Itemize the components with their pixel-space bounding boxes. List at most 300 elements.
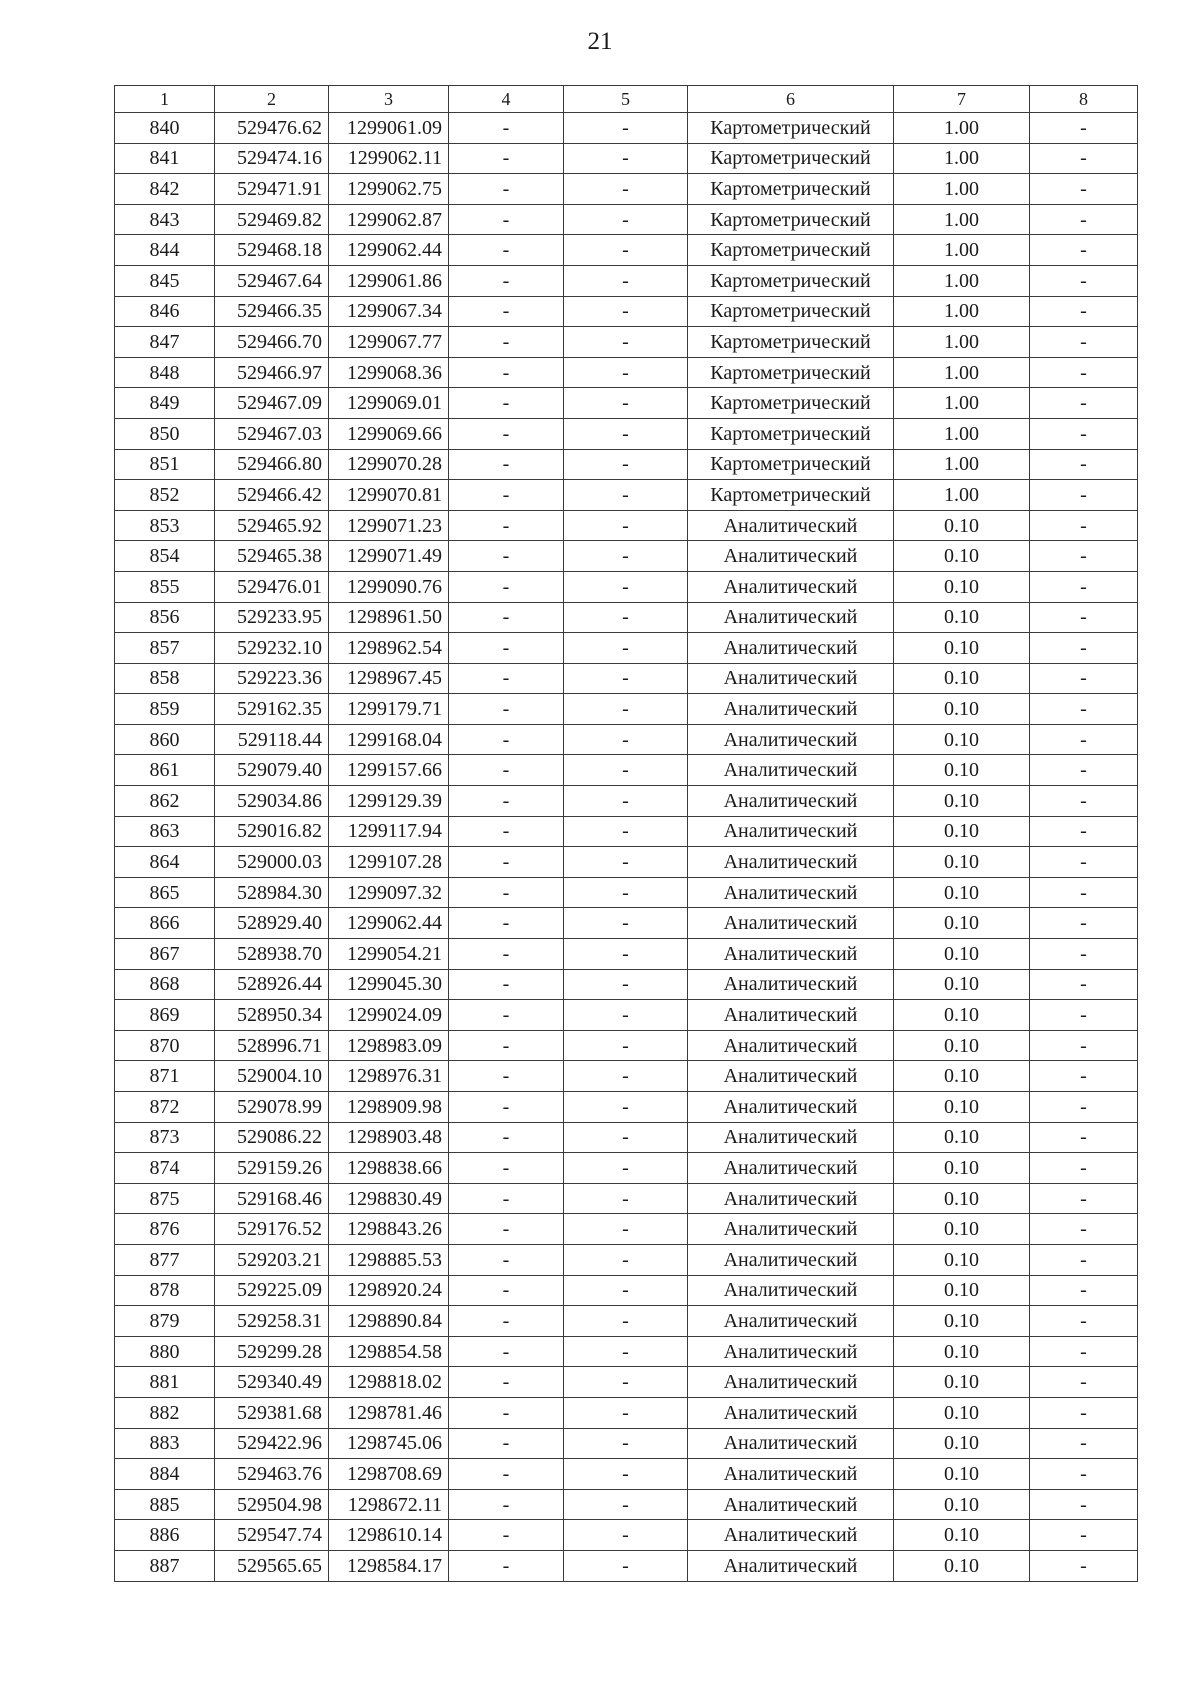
table-cell: 0.10 [894,1183,1030,1214]
table-row [115,1244,1138,1275]
table-cell: 529476.01 [215,571,329,602]
table-cell: 529232.10 [215,633,329,664]
table-cell: 880 [115,1336,215,1367]
table-row [115,1428,1138,1459]
table-cell: 529565.65 [215,1550,329,1581]
table-cell: - [449,1153,564,1184]
table-cell: 529504.98 [215,1489,329,1520]
table-cell: - [564,510,688,541]
table-cell: Аналитический [688,1336,894,1367]
table-row [115,908,1138,939]
table-cell: - [449,541,564,572]
table-cell: - [449,113,564,144]
table-cell: 1299062.75 [329,174,449,205]
table-cell: - [564,113,688,144]
table-cell: - [1030,1397,1138,1428]
table-cell: 854 [115,541,215,572]
table-cell: - [1030,1244,1138,1275]
table-cell: - [449,816,564,847]
table-cell: - [449,418,564,449]
table-cell: 846 [115,296,215,327]
table-cell: 1299062.11 [329,143,449,174]
table-cell: - [1030,1336,1138,1367]
table-cell: 1299168.04 [329,724,449,755]
table-cell: 886 [115,1520,215,1551]
table-cell: - [449,847,564,878]
table-cell: 0.10 [894,877,1030,908]
table-cell: - [1030,235,1138,266]
table-cell: 1299157.66 [329,755,449,786]
table-cell: 1298962.54 [329,633,449,664]
table-cell: - [564,1061,688,1092]
table-cell: 1.00 [894,418,1030,449]
table-cell: - [449,1336,564,1367]
table-cell: - [564,602,688,633]
table-cell: 1299071.49 [329,541,449,572]
table-cell: 1.00 [894,235,1030,266]
table-cell: - [1030,113,1138,144]
table-cell: - [1030,388,1138,419]
table-cell: 529466.97 [215,357,329,388]
table-cell: - [1030,816,1138,847]
table-cell: - [1030,724,1138,755]
table-cell: Аналитический [688,755,894,786]
table-cell: - [564,541,688,572]
table-cell: - [449,510,564,541]
table-cell: Аналитический [688,1183,894,1214]
table-row [115,388,1138,419]
table-cell: 885 [115,1489,215,1520]
table-cell: - [1030,449,1138,480]
table-cell: - [564,1214,688,1245]
table-cell: Аналитический [688,1306,894,1337]
table-cell: - [1030,663,1138,694]
table-cell: - [449,388,564,419]
column-header: 6 [688,86,894,113]
table-cell: 1299045.30 [329,969,449,1000]
table-cell: - [449,235,564,266]
table-cell: - [1030,694,1138,725]
table-cell: 1299062.87 [329,204,449,235]
table-cell: - [1030,571,1138,602]
table-cell: 529016.82 [215,816,329,847]
table-cell: 529203.21 [215,1244,329,1275]
table-cell: - [1030,265,1138,296]
table-cell: - [564,1550,688,1581]
table-cell: - [1030,939,1138,970]
table-cell: - [564,969,688,1000]
table-cell: - [1030,1520,1138,1551]
table-cell: 0.10 [894,602,1030,633]
table-cell: 529004.10 [215,1061,329,1092]
table-cell: Картометрический [688,143,894,174]
table-body [115,113,1138,1582]
table-cell: 845 [115,265,215,296]
table-cell: Аналитический [688,1489,894,1520]
table-cell: Аналитический [688,969,894,1000]
table-cell: 874 [115,1153,215,1184]
table-cell: 1299117.94 [329,816,449,847]
table-cell: 864 [115,847,215,878]
table-cell: - [564,1336,688,1367]
table-cell: - [1030,1428,1138,1459]
table-row [115,1153,1138,1184]
table-cell: 1298890.84 [329,1306,449,1337]
table-row [115,1092,1138,1123]
table-cell: - [564,1520,688,1551]
table-cell: Аналитический [688,1061,894,1092]
table-cell: 528996.71 [215,1030,329,1061]
table-cell: 1298961.50 [329,602,449,633]
table-cell: - [564,1030,688,1061]
table-cell: 850 [115,418,215,449]
table-cell: Аналитический [688,663,894,694]
table-cell: - [449,939,564,970]
table-cell: 1299129.39 [329,786,449,817]
table-cell: 873 [115,1122,215,1153]
table-cell: - [564,908,688,939]
table-cell: 0.10 [894,969,1030,1000]
table-cell: 528950.34 [215,1000,329,1031]
table-row [115,877,1138,908]
table-cell: 857 [115,633,215,664]
table-cell: Картометрический [688,296,894,327]
table-cell: 529176.52 [215,1214,329,1245]
table-row [115,1214,1138,1245]
table-cell: Аналитический [688,1122,894,1153]
table-row [115,724,1138,755]
column-header: 7 [894,86,1030,113]
table-cell: 859 [115,694,215,725]
table-cell: 1299090.76 [329,571,449,602]
table-cell: 1298584.17 [329,1550,449,1581]
table-cell: - [564,1092,688,1123]
table-cell: 876 [115,1214,215,1245]
column-header: 4 [449,86,564,113]
table-cell: 881 [115,1367,215,1398]
table-cell: - [564,1306,688,1337]
table-row [115,204,1138,235]
table-cell: Картометрический [688,449,894,480]
table-row [115,1459,1138,1490]
table-cell: 0.10 [894,1214,1030,1245]
table-cell: Аналитический [688,1550,894,1581]
table-cell: 0.10 [894,724,1030,755]
table-cell: 1.00 [894,174,1030,205]
table-row [115,602,1138,633]
header-row [115,86,1138,113]
table-cell: Картометрический [688,480,894,511]
table-row [115,663,1138,694]
table-cell: - [1030,1000,1138,1031]
table-cell: 868 [115,969,215,1000]
table-cell: 1298781.46 [329,1397,449,1428]
table-cell: 0.10 [894,1153,1030,1184]
table-cell: 1298976.31 [329,1061,449,1092]
table-cell: 529299.28 [215,1336,329,1367]
table-cell: 1298745.06 [329,1428,449,1459]
table-cell: 840 [115,113,215,144]
table-cell: - [564,1459,688,1490]
table-cell: - [1030,357,1138,388]
table-cell: 1298920.24 [329,1275,449,1306]
table-cell: 0.10 [894,1061,1030,1092]
table-cell: 843 [115,204,215,235]
table-cell: - [449,1030,564,1061]
table-cell: 1298983.09 [329,1030,449,1061]
table-row [115,113,1138,144]
table-row [115,1061,1138,1092]
table-cell: - [1030,633,1138,664]
table-cell: - [449,633,564,664]
table-cell: 0.10 [894,1459,1030,1490]
table-cell: - [564,204,688,235]
table-row [115,847,1138,878]
table-cell: - [449,1092,564,1123]
table-cell: 878 [115,1275,215,1306]
table-cell: - [449,449,564,480]
coordinates-table [114,85,1138,1582]
table-cell: - [564,663,688,694]
table-cell: Картометрический [688,204,894,235]
table-cell: Картометрический [688,357,894,388]
table-cell: - [564,571,688,602]
table-cell: - [564,357,688,388]
table-cell: - [1030,1367,1138,1398]
table-cell: - [449,296,564,327]
table-cell: - [449,786,564,817]
table-cell: - [449,877,564,908]
table-cell: Аналитический [688,1520,894,1551]
table-cell: - [1030,1214,1138,1245]
table-cell: Картометрический [688,235,894,266]
table-cell: - [1030,510,1138,541]
table-cell: 1299062.44 [329,235,449,266]
table-cell: 1298843.26 [329,1214,449,1245]
table-cell: 856 [115,602,215,633]
table-cell: - [564,1489,688,1520]
table-row [115,816,1138,847]
table-cell: Картометрический [688,418,894,449]
table-cell: 1.00 [894,113,1030,144]
table-cell: 1299107.28 [329,847,449,878]
table-cell: - [449,755,564,786]
table-cell: - [564,480,688,511]
table-cell: 529466.80 [215,449,329,480]
table-cell: 1299097.32 [329,877,449,908]
table-cell: 528926.44 [215,969,329,1000]
table-cell: - [1030,1489,1138,1520]
table-cell: - [1030,1092,1138,1123]
table-cell: 1298818.02 [329,1367,449,1398]
table-cell: 0.10 [894,786,1030,817]
table-cell: 0.10 [894,663,1030,694]
table-cell: 848 [115,357,215,388]
table-cell: 1299069.01 [329,388,449,419]
table-cell: - [564,1000,688,1031]
table-cell: 1298967.45 [329,663,449,694]
table-cell: 529468.18 [215,235,329,266]
table-cell: Аналитический [688,1092,894,1123]
table-cell: - [564,1275,688,1306]
table-cell: - [449,1122,564,1153]
table-cell: 887 [115,1550,215,1581]
table-cell: - [564,235,688,266]
table-cell: 841 [115,143,215,174]
table-cell: - [449,1367,564,1398]
table-cell: - [1030,143,1138,174]
table-cell: 1.00 [894,449,1030,480]
table-cell: 1.00 [894,296,1030,327]
table-cell: 862 [115,786,215,817]
table-cell: 1.00 [894,204,1030,235]
table-cell: Аналитический [688,877,894,908]
table-cell: 0.10 [894,1000,1030,1031]
table-cell: 1299062.44 [329,908,449,939]
page-number: 21 [587,28,613,55]
table-row [115,1275,1138,1306]
table-cell: 529463.76 [215,1459,329,1490]
table-cell: 1298830.49 [329,1183,449,1214]
table-cell: - [1030,174,1138,205]
table-cell: Картометрический [688,388,894,419]
table-cell: 0.10 [894,816,1030,847]
column-header: 1 [115,86,215,113]
table-cell: - [1030,204,1138,235]
table-cell: - [449,1489,564,1520]
table-row [115,418,1138,449]
table-cell: - [1030,1550,1138,1581]
table-cell: 867 [115,939,215,970]
table-cell: - [449,327,564,358]
table-cell: - [449,480,564,511]
table-cell: - [449,1000,564,1031]
table-cell: - [449,908,564,939]
table-row [115,449,1138,480]
table-cell: Аналитический [688,1153,894,1184]
table-cell: - [1030,296,1138,327]
table-cell: 1299179.71 [329,694,449,725]
table-header [115,86,1138,113]
table-cell: Аналитический [688,816,894,847]
table-cell: 0.10 [894,1336,1030,1367]
table-cell: 0.10 [894,510,1030,541]
table-row [115,1122,1138,1153]
table-cell: 1299071.23 [329,510,449,541]
table-cell: 0.10 [894,847,1030,878]
table-cell: 883 [115,1428,215,1459]
table-cell: - [564,174,688,205]
table-cell: 529258.31 [215,1306,329,1337]
table-cell: 1299067.77 [329,327,449,358]
table-row [115,143,1138,174]
table-cell: - [449,1214,564,1245]
table-cell: 528984.30 [215,877,329,908]
table-cell: - [1030,1122,1138,1153]
table-cell: 0.10 [894,1275,1030,1306]
table-cell: - [564,327,688,358]
table-cell: Картометрический [688,327,894,358]
table-cell: 870 [115,1030,215,1061]
table-cell: Аналитический [688,1000,894,1031]
table-cell: - [564,1122,688,1153]
table-cell: - [564,265,688,296]
table-row [115,1520,1138,1551]
table-cell: 858 [115,663,215,694]
table-cell: - [564,1397,688,1428]
table-cell: 529474.16 [215,143,329,174]
table-cell: Аналитический [688,1214,894,1245]
table-cell: Аналитический [688,602,894,633]
table-cell: - [564,694,688,725]
table-cell: - [449,1061,564,1092]
table-cell: 849 [115,388,215,419]
table-cell: Аналитический [688,571,894,602]
table-cell: Аналитический [688,1459,894,1490]
table-cell: - [449,174,564,205]
table-cell: 844 [115,235,215,266]
table-cell: - [564,724,688,755]
table-cell: 0.10 [894,1030,1030,1061]
table-cell: 529476.62 [215,113,329,144]
table-cell: 0.10 [894,1367,1030,1398]
table-cell: 882 [115,1397,215,1428]
table-cell: - [564,418,688,449]
table-cell: - [1030,1061,1138,1092]
table-cell: 1298885.53 [329,1244,449,1275]
table-row [115,571,1138,602]
table-cell: 871 [115,1061,215,1092]
table-cell: - [564,296,688,327]
table-cell: 0.10 [894,1428,1030,1459]
table-cell: 1298909.98 [329,1092,449,1123]
table-cell: 529465.38 [215,541,329,572]
table-cell: - [564,816,688,847]
table-cell: 529118.44 [215,724,329,755]
table-cell: - [1030,1030,1138,1061]
table-row [115,939,1138,970]
table-cell: 1.00 [894,143,1030,174]
table-cell: - [1030,908,1138,939]
table-cell: 1.00 [894,357,1030,388]
table-cell: 1298672.11 [329,1489,449,1520]
table-cell: 875 [115,1183,215,1214]
table-row [115,510,1138,541]
table-cell: 1299067.34 [329,296,449,327]
table-row [115,694,1138,725]
table-cell: 528938.70 [215,939,329,970]
table-cell: - [449,1459,564,1490]
table-cell: - [1030,1306,1138,1337]
table-row [115,480,1138,511]
table-cell: - [564,1183,688,1214]
table-cell: 1298610.14 [329,1520,449,1551]
table-cell: 1299024.09 [329,1000,449,1031]
table-cell: - [449,1520,564,1551]
table-cell: - [449,1244,564,1275]
table-cell: 0.10 [894,1397,1030,1428]
table-row [115,1397,1138,1428]
table-cell: - [449,1428,564,1459]
table-cell: 877 [115,1244,215,1275]
table-cell: - [564,755,688,786]
table-row [115,969,1138,1000]
table-cell: - [1030,418,1138,449]
table-cell: 529086.22 [215,1122,329,1153]
table-cell: - [564,388,688,419]
table-cell: - [449,571,564,602]
table-cell: - [449,1275,564,1306]
